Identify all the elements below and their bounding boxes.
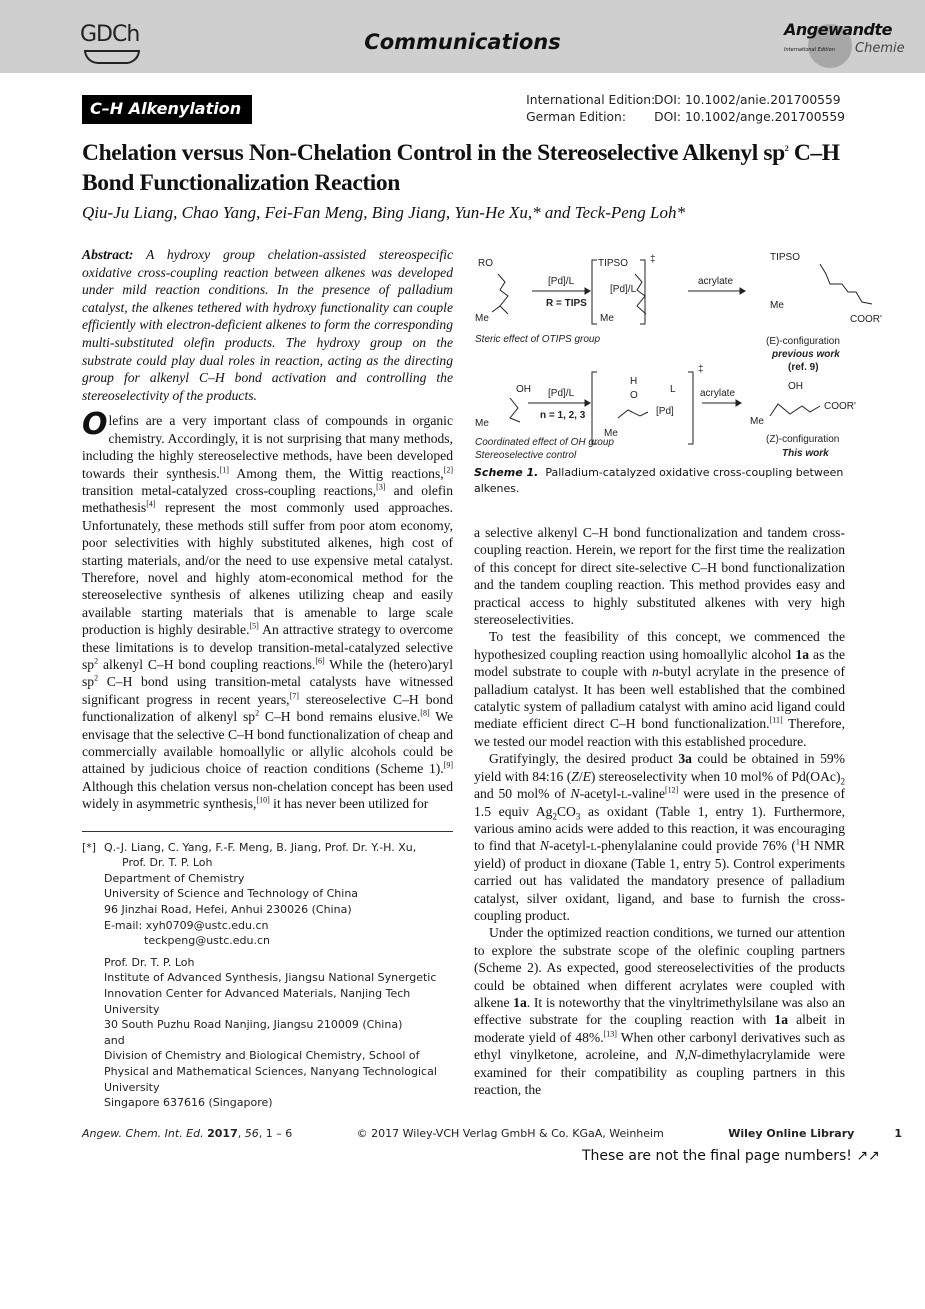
- scheme-label-me: Me: [475, 313, 489, 324]
- scheme-label-oh: OH: [516, 384, 531, 395]
- scheme-label-coor: COOR': [824, 401, 856, 412]
- footnote-line: Prof. Dr. T. P. Loh: [122, 856, 213, 870]
- footer-copyright: © 2017 Wiley-VCH Verlag GmbH & Co. KGaA, Weinheim: [356, 1126, 664, 1140]
- paragraph: To test the feasibility of this concept, we commenced the hypothesized coupling reaction using homoallylic alcohol 1a as the model substrate to couple with n-butyl acrylate in the presence of palladium catalyst. It has been well established that the combined catalytic system of palladium catalyst with amino acid ligand could mediate efficient direct C–H bond functionalization.[11] Therefore, we tested our model reaction with this established procedure.: [474, 629, 845, 749]
- doi-intl[interactable]: DOI: 10.1002/anie.201700559: [654, 93, 841, 107]
- page-number-notice: These are not the final page numbers! ↗↗: [582, 1147, 880, 1164]
- paragraph: Under the optimized reaction conditions, we turned our attention to explore the substrate scope of the olefinic coupling partners (Scheme 2). As expected, good stereoselectivities of the products could be obtained when different acrylates were coupled with alkene 1a. It is noteworthy that the vinyltrimethylsilane was also an effective substrate for the coupling reaction with 1a albeit in moderate yield of 48%.[13] When other carbonyl derivatives such as ethyl vinylketone, acroleine, and N,N-dimethylacrylamide were examined for their compatibility as coupling partners in this reaction, the: [474, 925, 846, 1097]
- scheme-label-acrylate: acrylate: [698, 276, 734, 287]
- scheme-dagger: ‡: [650, 254, 656, 265]
- footnote-line: Singapore 637616 (Singapore): [104, 1096, 273, 1110]
- scheme-label-me: Me: [770, 300, 784, 311]
- two-column-body: [82, 246, 925, 1111]
- topic-tag: C–H Alkenylation: [82, 95, 252, 124]
- article-meta-row: [82, 92, 845, 126]
- abstract: Abstract: A hydroxy group chelation-assisted stereospecific oxidative cross-coupling reaction between alkenes was developed under mild reaction conditions. In the presence of palladium catalyst, the alkenes tethered with hydroxy functionality can couple efficiently with electron-deficient alkenes to form the corresponding multi-substituted olefin products. The hydroxy group on the substrate could play dual roles in reaction, acting as the directing group for alkenyl C–H bond activation and controlling the stereoselectivity of the products.: [82, 247, 453, 403]
- gdch-logo: GDCh: [80, 22, 140, 47]
- footer-library-link[interactable]: Wiley Online Library: [728, 1126, 855, 1140]
- footnote-mark: [*]: [82, 840, 97, 854]
- authors: Qiu-Ju Liang, Chao Yang, Fei-Fan Meng, Bing Jiang, Yun-He Xu,* and Teck-Peng Loh*: [82, 203, 685, 222]
- footnote-line: 96 Jinzhai Road, Hefei, Anhui 230026 (China): [104, 903, 352, 917]
- bond: [498, 274, 508, 314]
- scheme-label-r-tips: R = TIPS: [546, 298, 587, 309]
- scheme-label-pdl: [Pd]/L: [548, 276, 575, 287]
- page-number: 1: [894, 1126, 902, 1140]
- footnote-line: Prof. Dr. T. P. Loh: [104, 955, 195, 969]
- email-link[interactable]: teckpeng@ustc.edu.cn: [144, 934, 271, 948]
- footnote-line: and: [104, 1033, 125, 1047]
- journal-logo-edition: International Edition: [784, 47, 835, 53]
- footnote-line: Division of Chemistry and Biological Chemistry, School of Physical and Mathematical Sciences, Nanyang Technological University: [104, 1049, 437, 1094]
- footnote-line: 30 South Puzhu Road Nanjing, Jiangsu 210009 (China): [104, 1018, 403, 1032]
- scheme-dagger: ‡: [698, 364, 704, 375]
- section-title: Communications: [364, 30, 561, 54]
- scheme-label-oh: OH: [788, 381, 803, 392]
- caption-text: Palladium-catalyzed oxidative cross-coupling between alkenes.: [474, 466, 844, 495]
- email-link[interactable]: E-mail: xyh0709@ustc.edu.cn: [104, 918, 269, 932]
- scheme-this-work: This work: [782, 448, 829, 459]
- scheme-label-coor: COOR': [850, 314, 882, 325]
- page-footer: [82, 1127, 902, 1140]
- scheme-label-pdl: [Pd]/L: [548, 388, 575, 399]
- scheme-caption: [474, 465, 845, 496]
- caption-label: Scheme 1.: [474, 466, 539, 479]
- scheme-ref9: (ref. 9): [788, 362, 819, 373]
- paragraph: a selective alkenyl C–H bond functionalization and tandem cross-coupling reaction. Herein, we report for the first time the realization of this concept for direct site-selective C–H bond functionalization and the tandem coupling reaction. This method provides easy and practical access to highly substituted alkenes with very high stereoselectivities.: [474, 525, 845, 628]
- footnote-line: Department of Chemistry: [104, 871, 245, 885]
- scheme-label-pd: [Pd]: [656, 406, 674, 417]
- scheme-note-coord: Coordinated effect of OH group: [475, 437, 614, 448]
- right-column: [474, 246, 882, 1098]
- scheme-label-me: Me: [604, 428, 618, 439]
- scheme-label-o: O: [630, 390, 638, 401]
- scheme-previous-work: previous work: [772, 349, 840, 360]
- scheme-label-me: Me: [750, 416, 764, 427]
- body-right-column: [474, 524, 845, 1098]
- scheme-label-pdl: [Pd]/L: [610, 284, 637, 295]
- scheme-label-l: L: [670, 384, 676, 395]
- scheme-label-tipso: TIPSO: [770, 252, 801, 263]
- paragraph: Gratifyingly, the desired product 3a could be obtained in 59% yield with 84:16 (Z/E) stereoselectivity when 10 mol% of $Pd(OAc)_2$ and 50 mol% of N-acetyl-l-valine[12] were used in the presence of 1.5 equiv $Ag_2CO_3$ as oxidant (Table 1, entry 1). Furthermore, various amino acids were added to this reaction, it was encouraging to find that N-acetyl-l-phenylalanine could provide 76% ($^1$H NMR yield) of product in dioxane (Table 1, entry 5). Control experiments carried out has validated the mandatory presence of palladium catalyst, silver oxidant, ligand, and base to furnish the cross-coupling product.: [474, 751, 846, 923]
- journal-logo: Angewandte: [784, 20, 892, 39]
- scheme-label-me: Me: [600, 313, 614, 324]
- article-title: Chelation versus Non-Chelation Control in the Stereoselective Alkenyl $sp^2$ C–H Bond Functionalization Reaction: [82, 140, 840, 196]
- scheme-label-acrylate: acrylate: [700, 388, 736, 399]
- affiliation-footnote: [82, 831, 453, 1111]
- scheme-z-config: (Z)-configuration: [766, 434, 840, 445]
- doi-german[interactable]: DOI: 10.1002/ange.201700559: [654, 110, 845, 124]
- footnote-line: Institute of Advanced Synthesis, Jiangsu National Synergetic Innovation Center for Advanced Materials, Nanjing Tech University: [104, 971, 437, 1016]
- footer-citation: Angew. Chem. Int. Ed. 2017, 56, 1 – 6: [82, 1126, 293, 1140]
- footnote-line: University of Science and Technology of China: [104, 887, 359, 901]
- doi-german-label: German Edition:: [526, 110, 626, 124]
- body-left-column: Olefins are a very important class of compounds in organic chemistry. Accordingly, it is not surprising that many methods, including the highly stereoselective methods, have been developed towards their synthesis.[1] Among them, the Wittig reactions,[2] transition metal-catalyzed cross-coupling reactions,[3] and olefin methathesis[4] represent the most commonly used approaches. Unfortunately, these methods still suffer from poor atom economy, poor selectivities with highly substituted alkenes, high cost of starting materials, and/or the need to use expensive metal catalyst. Therefore, novel and highly atom-economical method for the stereoselective synthesis of alkenes utilizing cheap and easily available starting materials that is amenable to large scale production is highly desirable.[5] An attractive strategy to overcome these limitations is to develop transition-metal-catalyzed selective $sp^2$ alkenyl C–H bond coupling reactions.[6] While the (hetero)aryl $sp^2$ C–H bond using transition-metal catalysts have witnessed significant progress in recent years,[7] stereoselective C–H bond functionalization of alkenyl $sp^2$ C–H bond remains elusive.[8] We envisage that the selective C–H bond functionalization of cheap and commercially available homoallylic or allylic alcohols could be attained by judicious choice of reaction conditions (Scheme 1).[9] Although this chelation versus non-chelation concept has been used widely in asymmetric synthesis,[10] it has never been utilized for: [82, 407, 453, 812]
- journal-logo-chemie: Chemie: [855, 41, 905, 56]
- scheme-label-n123: n = 1, 2, 3: [540, 410, 586, 421]
- doi-block: [526, 92, 845, 126]
- scheme-label-ro: RO: [478, 258, 493, 269]
- left-column: [82, 246, 453, 1111]
- journal-header: [0, 0, 925, 73]
- scheme-label-me: Me: [475, 418, 489, 429]
- scheme-note-steric: Steric effect of OTIPS group: [475, 334, 601, 345]
- article: [0, 73, 925, 1111]
- doi-intl-label: International Edition:: [526, 93, 656, 107]
- scheme-label-h: H: [630, 376, 638, 387]
- footnote-line: Q.-J. Liang, C. Yang, F.-F. Meng, B. Jiang, Prof. Dr. Y.-H. Xu,: [104, 840, 417, 854]
- scheme-1-figure: [470, 246, 925, 461]
- scheme-e-config: (E)-configuration: [766, 336, 840, 347]
- scheme-label-tipso: TIPSO: [598, 258, 629, 269]
- scheme-note-stereo: Stereoselective control: [475, 450, 577, 461]
